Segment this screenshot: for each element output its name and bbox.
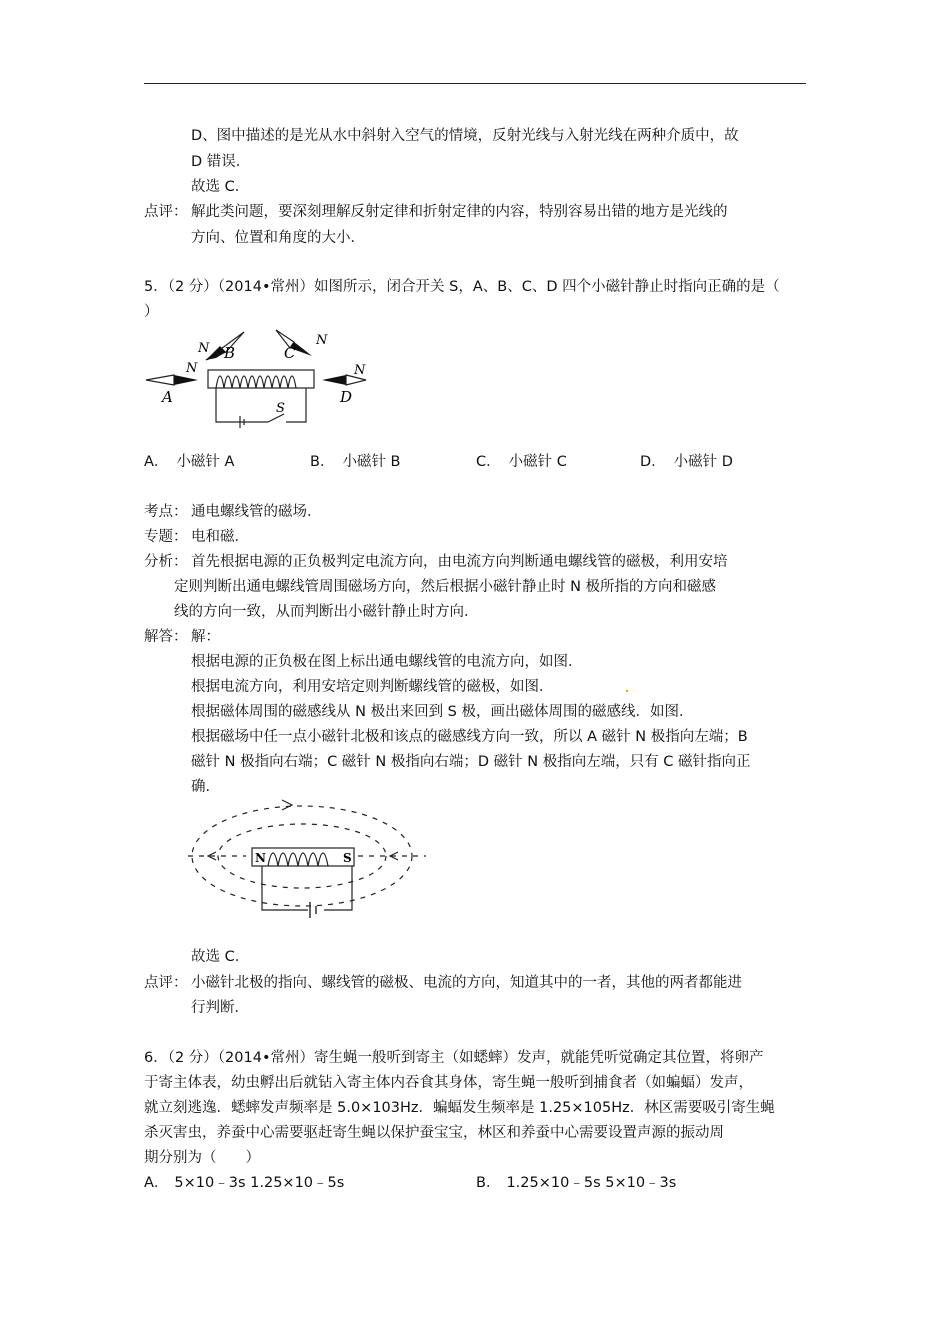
q5-fenxi-2: 定则判断出通电螺线管周围磁场方向，然后根据小磁针静止时 N 极所指的方向和磁感 <box>174 579 717 595</box>
q5-answer-figure <box>186 796 436 932</box>
q6-line1: 6．（2 分）（2014•常州）寄生蝇一般听到寄主（如蟋蟀）发声，就能凭听觉确定其位置，将卵产 <box>144 1050 764 1066</box>
q5-fenxi-label: 分析： <box>144 554 188 570</box>
q5-option-c-key: C． <box>476 454 501 470</box>
compass-d-label: D <box>340 388 353 406</box>
q5-jieda-label: 解答： <box>144 629 188 645</box>
compass-c-n-label: N <box>316 333 328 348</box>
q5-fenxi-1: 首先根据电源的正负极判定电流方向，由电流方向判断通电螺线管的磁极，利用安培 <box>191 554 728 570</box>
solenoid <box>208 370 314 422</box>
q5-option-b[interactable] <box>310 452 401 472</box>
q5-jieda-6: 确． <box>191 779 220 795</box>
q5-answer: 故选 C． <box>191 949 250 965</box>
q6-option-a-key: A． <box>144 1175 169 1191</box>
answer-s-pole: S <box>343 851 352 865</box>
q5-option-d-key: D． <box>640 454 666 470</box>
header-rule <box>144 83 806 84</box>
q5-option-c[interactable] <box>476 452 567 472</box>
prev-review-label: 点评： <box>144 204 188 220</box>
prev-review-line1: 解此类问题，要深刻理解反射定律和折射定律的内容，特别容易出错的地方是光线的 <box>191 204 728 220</box>
compass-c-label: C <box>284 344 296 362</box>
q6-option-b-key: B． <box>476 1175 501 1191</box>
q5-jieda-1: 根据电源的正负极在图上标出通电螺线管的电流方向，如图． <box>191 654 583 670</box>
compass-c <box>276 330 328 362</box>
compass-b-label: B <box>224 344 236 362</box>
q5-kaodian: 通电螺线管的磁场． <box>191 504 322 520</box>
compass-a <box>146 361 198 406</box>
q6-line4: 杀灭害虫，养蚕中心需要驱赶寄生蝇以保护蚕宝宝，林区和养蚕中心需要设置声源的振动周 <box>144 1125 724 1141</box>
compass-a-label: A <box>162 388 173 406</box>
q6-line2: 于寄主体表，幼虫孵出后就钻入寄主体内吞食其身体，寄生蝇一般听到捕食者（如蝙蝠）发声， <box>144 1075 753 1091</box>
q5-review-label: 点评： <box>144 975 188 991</box>
q6-option-b[interactable] <box>476 1173 676 1193</box>
q5-option-b-text: 小磁针 B <box>342 454 401 470</box>
answer-solenoid <box>252 848 354 910</box>
q5-stem-line1: 5．（2 分）（2014•常州）如图所示，闭合开关 S，A、B、C、D 四个小磁针静止时指向正确的是（ <box>144 279 780 295</box>
q5-review-1: 小磁针北极的指向、螺线管的磁极、电流的方向，知道其中的一者，其他的两者都能进 <box>191 975 742 991</box>
q5-jieda-0: 解： <box>191 629 220 645</box>
answer-n-pole: N <box>255 851 266 865</box>
compass-a-n-label: N <box>186 361 198 376</box>
compass-b <box>197 332 244 362</box>
q5-fenxi-3: 线的方向一致，从而判断出小磁针静止时方向． <box>174 604 479 620</box>
q5-option-b-key: B． <box>310 454 335 470</box>
compass-b-n-label: N <box>198 341 210 356</box>
q5-stem-line2: ） <box>144 304 159 320</box>
q5-option-a[interactable] <box>144 452 234 472</box>
q6-option-a[interactable] <box>144 1173 344 1193</box>
q5-option-d-text: 小磁针 D <box>673 454 733 470</box>
prev-d-line1: D、图中描述的是光从水中斜射入空气的情境，反射光线与入射光线在两种介质中，故 <box>191 128 739 144</box>
compass-d-n-label: N <box>354 363 366 378</box>
q5-option-c-text: 小磁针 C <box>508 454 567 470</box>
stray-dot <box>626 690 628 692</box>
q5-kaodian-label: 考点： <box>144 504 188 520</box>
q5-review-2: 行判断． <box>191 1000 249 1016</box>
answer-battery <box>310 902 316 918</box>
q5-jieda-4: 根据磁场中任一点小磁针北极和该点的磁感线方向一致，所以 A 磁针 N 极指向左端；B <box>191 729 748 745</box>
prev-answer: 故选 C． <box>191 179 250 195</box>
q5-option-a-text: 小磁针 A <box>176 454 235 470</box>
switch-s-label: S <box>276 401 285 416</box>
prev-review-line2: 方向、位置和角度的大小． <box>191 230 365 246</box>
q5-zhuanti: 电和磁． <box>191 529 249 545</box>
q5-jieda-2: 根据电流方向，利用安培定则判断螺线管的磁极，如图． <box>191 679 554 695</box>
q5-option-a-key: A． <box>144 454 169 470</box>
q6-line3: 就立刻逃逸．蟋蟀发声频率是 5.0×103Hz．蝙蝠发生频率是 1.25×105Hz．林区需要吸引寄生蝇 <box>144 1100 775 1116</box>
q5-zhuanti-label: 专题： <box>144 529 188 545</box>
prev-d-line2: D 错误． <box>191 154 251 170</box>
q5-figure <box>140 322 380 430</box>
q5-option-d[interactable] <box>640 452 733 472</box>
q5-jieda-3: 根据磁体周围的磁感线从 N 极出来回到 S 极，画出磁体周围的磁感线．如图． <box>191 704 694 720</box>
q6-option-a-text: 5×10﹣3s 1.25×10﹣5s <box>174 1175 345 1191</box>
q6-option-b-text: 1.25×10﹣5s 5×10﹣3s <box>506 1175 677 1191</box>
compass-d <box>322 363 366 406</box>
q6-line5: 期分别为（ ） <box>144 1150 260 1166</box>
q5-jieda-5: 磁针 N 极指向右端；C 磁针 N 极指向右端；D 磁针 N 极指向左端，只有 C 磁针指向正 <box>191 754 751 770</box>
